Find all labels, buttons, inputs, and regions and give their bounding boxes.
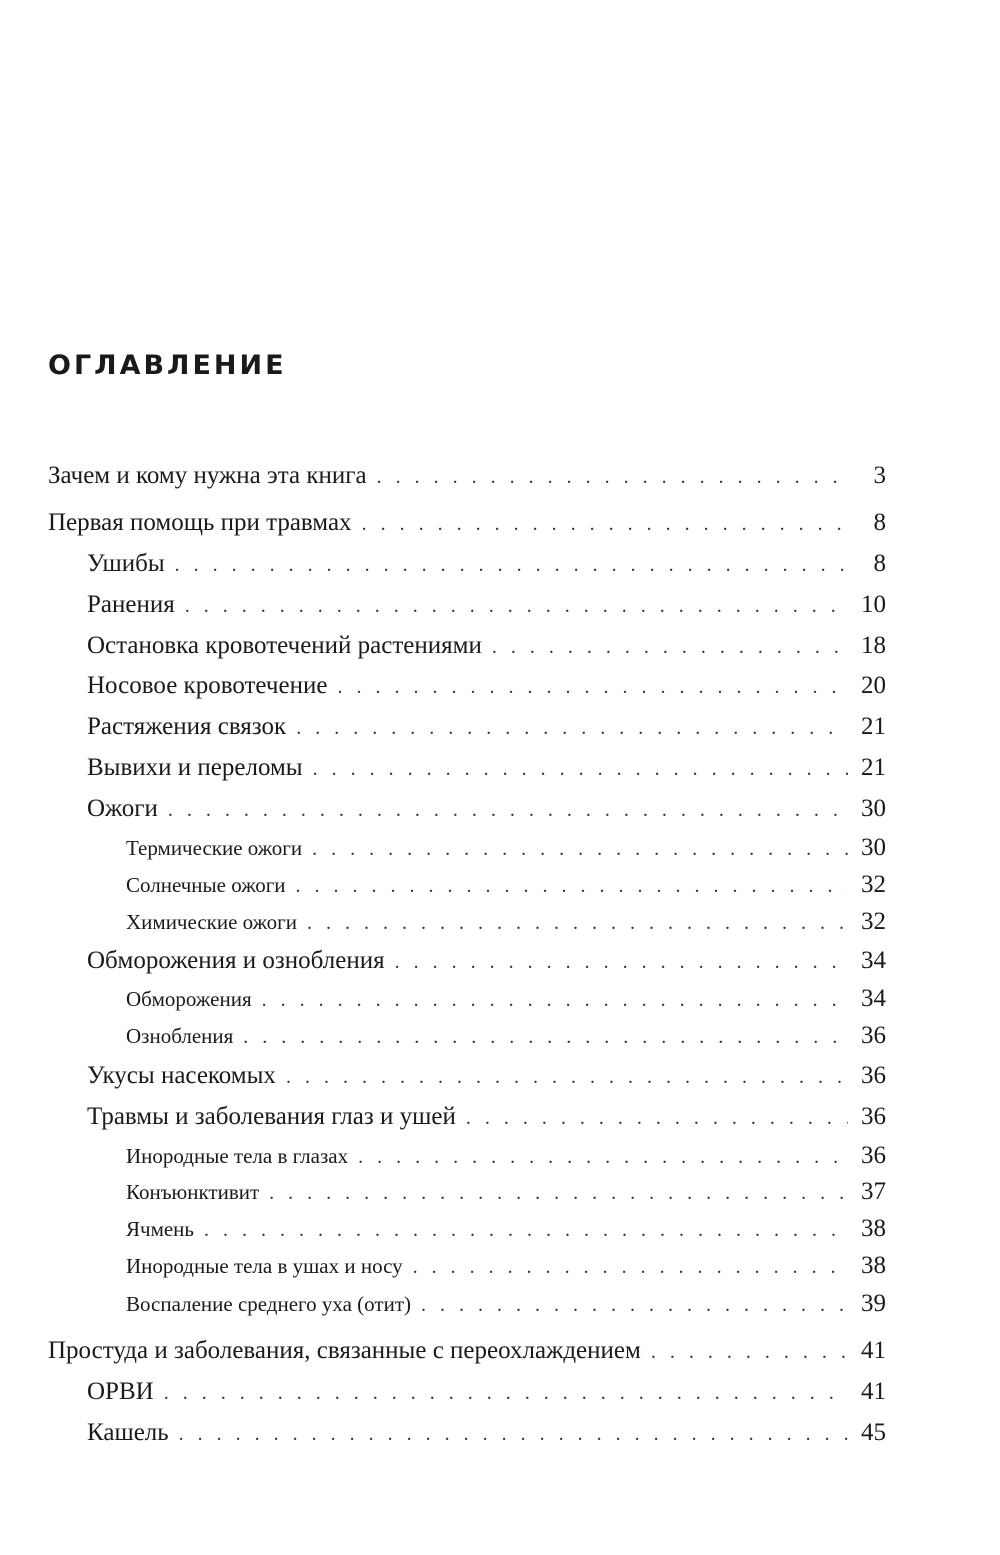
toc-leader bbox=[313, 758, 848, 781]
toc-entry[interactable] bbox=[87, 754, 886, 788]
toc-entry-page: 36 bbox=[861, 1103, 886, 1130]
toc-entry-page: 18 bbox=[861, 632, 886, 659]
toc-entry[interactable] bbox=[87, 1062, 886, 1096]
toc-entry-title: Укусы насекомых bbox=[87, 1062, 276, 1089]
toc-entry-page: 8 bbox=[873, 509, 886, 536]
toc-entry-title: Травмы и заболевания глаз и ушей bbox=[87, 1103, 456, 1130]
toc-entry-page: 36 bbox=[861, 1062, 886, 1089]
toc-entry[interactable] bbox=[87, 550, 886, 584]
toc-leader bbox=[413, 1256, 848, 1279]
toc-entry-title: Остановка кровотечений растениями bbox=[87, 632, 482, 659]
toc-entry-page: 39 bbox=[861, 1290, 886, 1317]
toc-entry-page: 41 bbox=[861, 1378, 886, 1405]
toc-entry-page: 30 bbox=[861, 834, 886, 861]
toc-leader bbox=[492, 636, 848, 659]
toc-entry-title: Солнечные ожоги bbox=[126, 873, 286, 897]
toc-entry[interactable] bbox=[126, 871, 886, 905]
toc-entry[interactable] bbox=[87, 672, 886, 706]
toc-entry-title: Конъюнктивит bbox=[126, 1180, 260, 1204]
toc-entry-title: ОРВИ bbox=[87, 1378, 154, 1405]
toc-entry[interactable] bbox=[48, 1337, 886, 1371]
toc-entry-title: Кашель bbox=[87, 1419, 169, 1446]
toc-entry[interactable] bbox=[87, 632, 886, 666]
toc-entry[interactable] bbox=[126, 834, 886, 868]
toc-entry-page: 20 bbox=[861, 672, 886, 699]
toc-leader bbox=[164, 1382, 848, 1405]
toc-entry-title: Воспаление среднего уха (отит) bbox=[126, 1292, 411, 1316]
toc-leader bbox=[168, 799, 848, 822]
toc-entry[interactable] bbox=[126, 1022, 886, 1056]
toc-entry[interactable] bbox=[87, 1103, 886, 1137]
toc-leader bbox=[296, 875, 848, 898]
toc-entry[interactable] bbox=[87, 591, 886, 625]
toc-entry[interactable] bbox=[126, 985, 886, 1019]
toc-leader bbox=[269, 1182, 848, 1205]
toc-entry-page: 36 bbox=[861, 1142, 886, 1169]
toc-entry[interactable] bbox=[126, 908, 886, 942]
toc-entry-title: Обморожения и ознобления bbox=[87, 947, 385, 974]
toc-entry-title: Ожоги bbox=[87, 795, 158, 822]
toc-entry-page: 21 bbox=[861, 754, 886, 781]
toc-entry-title: Ячмень bbox=[126, 1217, 194, 1241]
toc-entry[interactable] bbox=[48, 462, 886, 496]
toc-entry-title: Носовое кровотечение bbox=[87, 672, 328, 699]
toc-leader bbox=[175, 554, 848, 577]
toc-leader bbox=[421, 1294, 848, 1317]
toc-entry-title: Простуда и заболевания, связанные с переохлаждением bbox=[48, 1337, 641, 1364]
toc-entry-title: Зачем и кому нужна эта книга bbox=[48, 462, 367, 489]
toc-leader bbox=[204, 1219, 848, 1242]
toc-entry[interactable] bbox=[126, 1252, 886, 1286]
toc-entry-page: 38 bbox=[861, 1252, 886, 1279]
toc-leader bbox=[286, 1066, 848, 1089]
toc-entry-title: Ранения bbox=[87, 591, 175, 618]
toc-entry[interactable] bbox=[87, 795, 886, 829]
toc-entry-page: 45 bbox=[861, 1419, 886, 1446]
toc-entry-title: Вывихи и переломы bbox=[87, 754, 303, 781]
toc-entry-title: Химические ожоги bbox=[126, 910, 297, 934]
toc-entry[interactable] bbox=[126, 1178, 886, 1212]
toc-entry-title: Ознобления bbox=[126, 1024, 234, 1048]
toc-leader bbox=[243, 1026, 848, 1049]
toc-entry-title: Инородные тела в глазах bbox=[126, 1144, 349, 1168]
toc-entry-page: 34 bbox=[861, 985, 886, 1012]
toc-leader bbox=[312, 838, 848, 861]
toc-entry[interactable] bbox=[87, 713, 886, 747]
toc-leader bbox=[377, 466, 848, 489]
toc-entry-title: Растяжения связок bbox=[87, 713, 287, 740]
toc-entry-page: 32 bbox=[861, 871, 886, 898]
toc-entry[interactable] bbox=[87, 1378, 886, 1412]
toc-entry-page: 21 bbox=[861, 713, 886, 740]
toc-entry[interactable] bbox=[48, 509, 886, 543]
toc-entry[interactable] bbox=[126, 1290, 886, 1324]
toc-leader bbox=[362, 513, 848, 536]
toc-entry-page: 41 bbox=[861, 1337, 886, 1364]
toc-entry-page: 34 bbox=[861, 947, 886, 974]
toc-entry-title: Обморожения bbox=[126, 987, 252, 1011]
toc-entry[interactable] bbox=[126, 1142, 886, 1176]
toc-entry[interactable] bbox=[126, 1215, 886, 1249]
toc-leader bbox=[651, 1341, 848, 1364]
toc-entry-page: 32 bbox=[861, 908, 886, 935]
toc-entry-title: Ушибы bbox=[87, 550, 165, 577]
toc-entry-page: 30 bbox=[861, 795, 886, 822]
toc-entry-page: 36 bbox=[861, 1022, 886, 1049]
toc-entry-page: 3 bbox=[873, 462, 886, 489]
toc-entry-page: 38 bbox=[861, 1215, 886, 1242]
page-title: ОГЛАВЛЕНИЕ bbox=[48, 350, 287, 381]
toc-leader bbox=[395, 951, 848, 974]
toc-leader bbox=[296, 717, 848, 740]
toc-entry[interactable] bbox=[87, 947, 886, 981]
toc-entry-page: 10 bbox=[861, 591, 886, 618]
toc-entry-page: 37 bbox=[861, 1178, 886, 1205]
toc-leader bbox=[262, 989, 848, 1012]
toc-leader bbox=[337, 676, 848, 699]
toc-entry-title: Инородные тела в ушах и носу bbox=[126, 1254, 403, 1278]
toc-leader bbox=[307, 912, 848, 935]
toc-leader bbox=[466, 1107, 848, 1130]
toc-entry-title: Термические ожоги bbox=[126, 836, 303, 860]
toc-entry-page: 8 bbox=[873, 550, 886, 577]
toc-entry[interactable] bbox=[87, 1419, 886, 1453]
toc-leader bbox=[358, 1146, 848, 1169]
toc-entry-title: Первая помощь при травмах bbox=[48, 509, 352, 536]
toc-leader bbox=[179, 1423, 848, 1446]
toc-leader bbox=[185, 595, 848, 618]
